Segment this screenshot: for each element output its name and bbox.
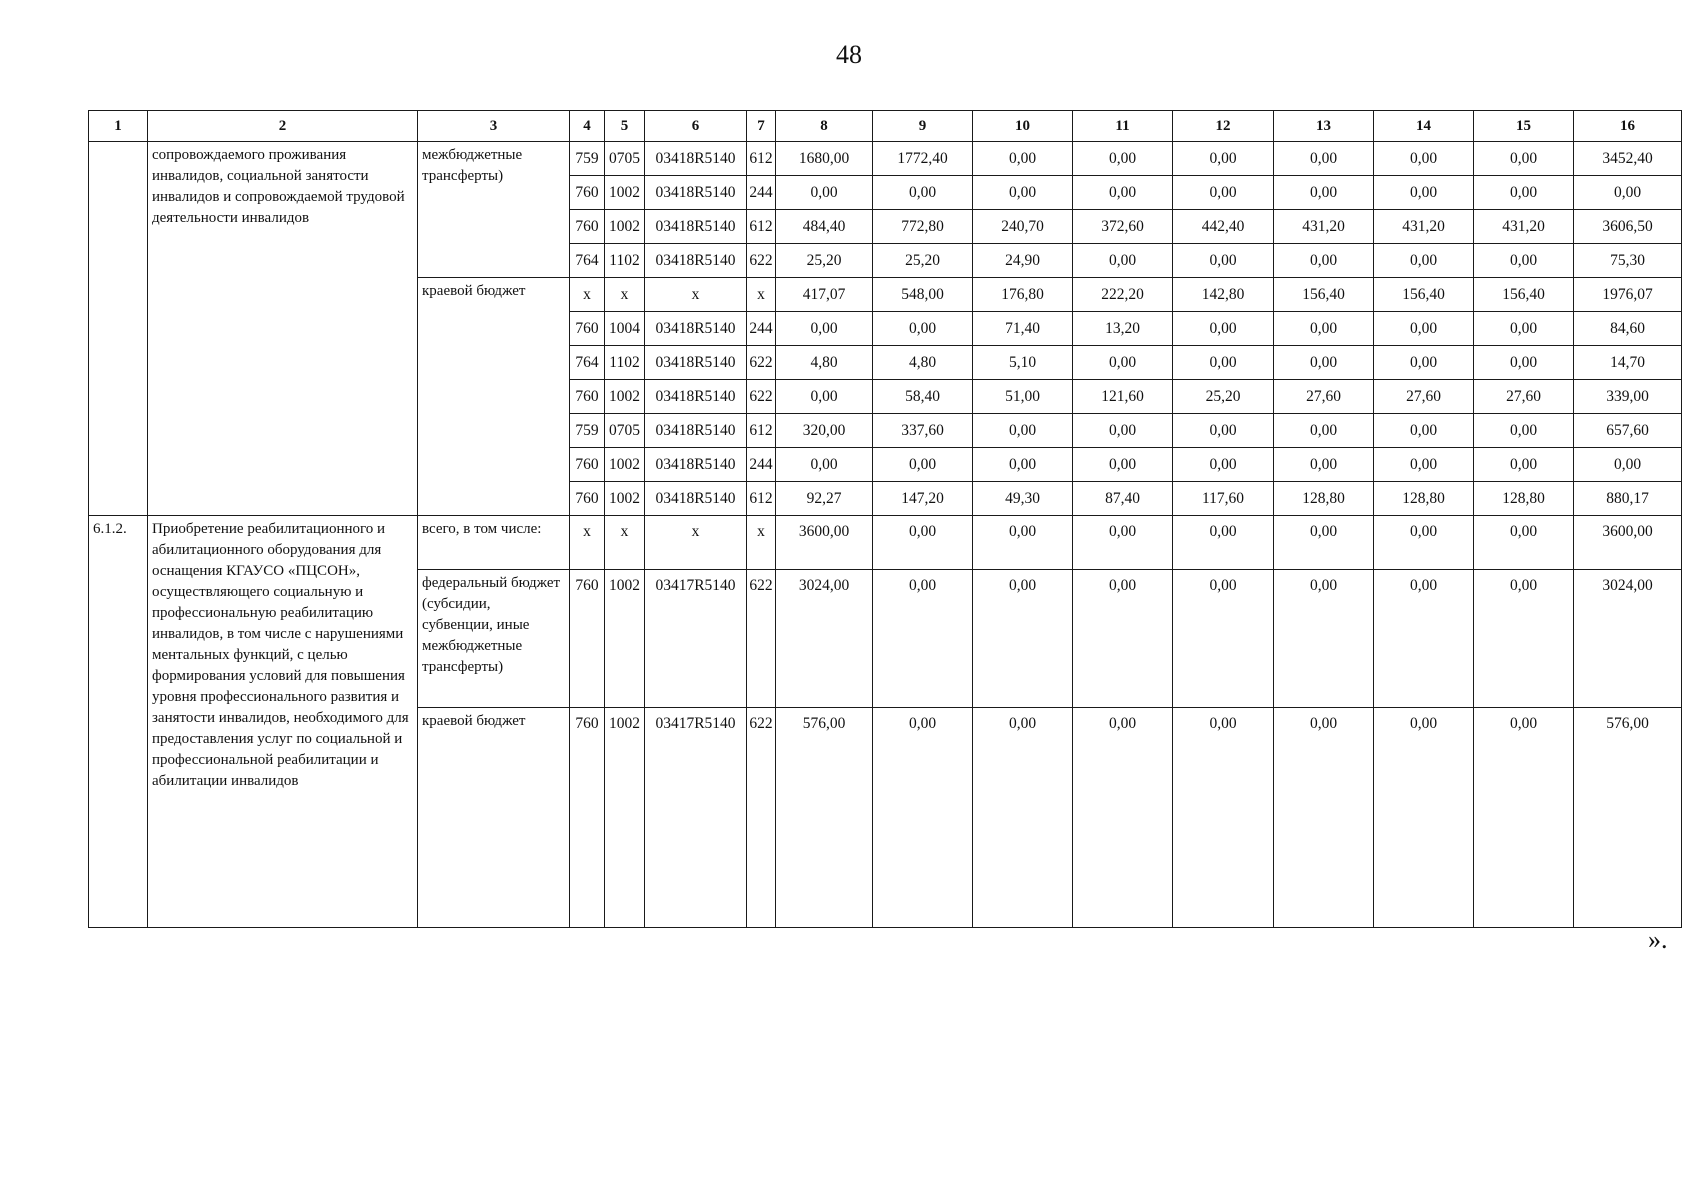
table-cell: 24,90 bbox=[973, 244, 1073, 278]
table-cell: 0,00 bbox=[1474, 312, 1574, 346]
table-row bbox=[89, 516, 1682, 570]
table-cell: 1002 bbox=[605, 448, 645, 482]
table-cell: 431,20 bbox=[1274, 210, 1374, 244]
table-cell: 0,00 bbox=[1073, 346, 1173, 380]
table-cell: 0,00 bbox=[1574, 448, 1682, 482]
table-cell: 0705 bbox=[605, 142, 645, 176]
table-cell: 0,00 bbox=[873, 176, 973, 210]
table-cell: 1102 bbox=[605, 244, 645, 278]
table-cell: 244 bbox=[747, 448, 776, 482]
table-cell: 03418R5140 bbox=[645, 312, 747, 346]
table-cell: 0,00 bbox=[1374, 312, 1474, 346]
table-cell: 0,00 bbox=[873, 312, 973, 346]
table-cell: 3600,00 bbox=[776, 516, 873, 570]
table-cell: 0,00 bbox=[1474, 570, 1574, 708]
table-cell: 760 bbox=[570, 312, 605, 346]
table-cell: 03418R5140 bbox=[645, 176, 747, 210]
table-cell: 222,20 bbox=[1073, 278, 1173, 312]
table-cell: 622 bbox=[747, 346, 776, 380]
table-cell: 0,00 bbox=[1374, 244, 1474, 278]
table-cell: 760 bbox=[570, 570, 605, 708]
table-cell: 0,00 bbox=[1173, 142, 1274, 176]
table-cell: 0,00 bbox=[1073, 570, 1173, 708]
table-cell: 0,00 bbox=[1173, 346, 1274, 380]
table-cell: 0,00 bbox=[1173, 516, 1274, 570]
table-cell: 320,00 bbox=[776, 414, 873, 448]
funding-source: всего, в том числе: bbox=[418, 516, 570, 570]
table-cell: 51,00 bbox=[973, 380, 1073, 414]
table-cell: 760 bbox=[570, 482, 605, 516]
table-cell: 121,60 bbox=[1073, 380, 1173, 414]
table-cell: 0,00 bbox=[1274, 570, 1374, 708]
table-cell: 0,00 bbox=[1173, 244, 1274, 278]
table-cell: 772,80 bbox=[873, 210, 973, 244]
table-cell: 03418R5140 bbox=[645, 414, 747, 448]
header-cell: 5 bbox=[605, 111, 645, 142]
table-cell: 3452,40 bbox=[1574, 142, 1682, 176]
item-number-cell bbox=[89, 142, 148, 516]
table-cell: x bbox=[605, 516, 645, 570]
table-cell: 0,00 bbox=[1574, 176, 1682, 210]
header-cell: 13 bbox=[1274, 111, 1374, 142]
table-cell: 0,00 bbox=[1374, 176, 1474, 210]
table-cell: 03418R5140 bbox=[645, 448, 747, 482]
table-cell: 372,60 bbox=[1073, 210, 1173, 244]
table-cell: 759 bbox=[570, 414, 605, 448]
header-cell: 4 bbox=[570, 111, 605, 142]
table-cell: 1004 bbox=[605, 312, 645, 346]
table-cell: x bbox=[605, 278, 645, 312]
item-description: сопровождаемого проживания инвалидов, социальной занятости инвалидов и сопровождаемой трудовой деятельности инвалидов bbox=[148, 142, 418, 516]
table-cell: 0,00 bbox=[1474, 516, 1574, 570]
header-cell: 8 bbox=[776, 111, 873, 142]
table-cell: 0,00 bbox=[873, 448, 973, 482]
table-cell: 0,00 bbox=[1374, 346, 1474, 380]
table-cell: 0,00 bbox=[1274, 142, 1374, 176]
table-cell: 03418R5140 bbox=[645, 142, 747, 176]
table-cell: 147,20 bbox=[873, 482, 973, 516]
table-cell: 1002 bbox=[605, 176, 645, 210]
funding-source: федеральный бюджет (субсидии, субвенции, иные межбюджетные трансферты) bbox=[418, 570, 570, 708]
table-cell: 1002 bbox=[605, 210, 645, 244]
table-cell: 92,27 bbox=[776, 482, 873, 516]
page-number: 48 bbox=[836, 40, 862, 69]
table-cell: 0,00 bbox=[1173, 414, 1274, 448]
header-cell: 14 bbox=[1374, 111, 1474, 142]
table-cell: 760 bbox=[570, 380, 605, 414]
table-cell: 337,60 bbox=[873, 414, 973, 448]
table-cell: 0,00 bbox=[1374, 570, 1474, 708]
table-cell: 0,00 bbox=[1474, 708, 1574, 928]
table-cell: 0,00 bbox=[776, 448, 873, 482]
table-cell: 0,00 bbox=[1073, 516, 1173, 570]
table-cell: 0,00 bbox=[1073, 448, 1173, 482]
table-cell: x bbox=[645, 516, 747, 570]
table-cell: 244 bbox=[747, 176, 776, 210]
table-cell: 0,00 bbox=[1173, 448, 1274, 482]
item-description: Приобретение реабилитационного и абилитационного оборудования для оснащения КГАУСО «ПЦСОН», осуществляющего социальную и профессиональную реабилитацию инвалидов, в том числе с нарушениями ментальных функций, с целью формирования условий для повышения уровня профессионального развития и занятости инвалидов, необходимого для предоставления услуг по социальной и профессиональной реабилитации и абилитации инвалидов bbox=[148, 516, 418, 928]
table-cell: 0,00 bbox=[973, 414, 1073, 448]
table-cell: 244 bbox=[747, 312, 776, 346]
table-cell: 1002 bbox=[605, 380, 645, 414]
table-cell: x bbox=[570, 278, 605, 312]
table-cell: 0705 bbox=[605, 414, 645, 448]
closing-quote-mark: ». bbox=[1648, 925, 1668, 954]
table-cell: 0,00 bbox=[973, 448, 1073, 482]
table-cell: 1002 bbox=[605, 708, 645, 928]
table-cell: 0,00 bbox=[973, 570, 1073, 708]
table-cell: 03418R5140 bbox=[645, 346, 747, 380]
table-cell: 5,10 bbox=[973, 346, 1073, 380]
table-cell: 548,00 bbox=[873, 278, 973, 312]
table-cell: 03418R5140 bbox=[645, 482, 747, 516]
table-cell: 0,00 bbox=[973, 176, 1073, 210]
table-cell: 760 bbox=[570, 210, 605, 244]
table-cell: 0,00 bbox=[776, 380, 873, 414]
funding-source: краевой бюджет bbox=[418, 708, 570, 928]
table-cell: 1680,00 bbox=[776, 142, 873, 176]
table-cell: 0,00 bbox=[1374, 708, 1474, 928]
table-cell: 4,80 bbox=[873, 346, 973, 380]
table-cell: 240,70 bbox=[973, 210, 1073, 244]
table-cell: 442,40 bbox=[1173, 210, 1274, 244]
table-cell: 0,00 bbox=[1274, 448, 1374, 482]
table-cell: x bbox=[645, 278, 747, 312]
table-cell: 764 bbox=[570, 346, 605, 380]
table-cell: x bbox=[747, 516, 776, 570]
table-cell: 0,00 bbox=[776, 176, 873, 210]
table-cell: 0,00 bbox=[1274, 414, 1374, 448]
table-cell: 1102 bbox=[605, 346, 645, 380]
table-cell: 0,00 bbox=[1474, 244, 1574, 278]
table-cell: 0,00 bbox=[1474, 346, 1574, 380]
header-cell: 10 bbox=[973, 111, 1073, 142]
table-cell: 760 bbox=[570, 448, 605, 482]
table-cell: 0,00 bbox=[1474, 448, 1574, 482]
table-cell: 880,17 bbox=[1574, 482, 1682, 516]
header-cell: 7 bbox=[747, 111, 776, 142]
table-cell: 622 bbox=[747, 380, 776, 414]
table-cell: 0,00 bbox=[1274, 708, 1374, 928]
table-cell: 622 bbox=[747, 708, 776, 928]
table-cell: 764 bbox=[570, 244, 605, 278]
table-cell: 0,00 bbox=[1474, 176, 1574, 210]
header-cell: 3 bbox=[418, 111, 570, 142]
table-cell: 612 bbox=[747, 142, 776, 176]
header-cell: 11 bbox=[1073, 111, 1173, 142]
table-cell: 0,00 bbox=[1274, 176, 1374, 210]
table-cell: 0,00 bbox=[1073, 708, 1173, 928]
table-cell: 128,80 bbox=[1474, 482, 1574, 516]
table-cell: 3606,50 bbox=[1574, 210, 1682, 244]
table-cell: 417,07 bbox=[776, 278, 873, 312]
table-cell: 128,80 bbox=[1274, 482, 1374, 516]
table-cell: 622 bbox=[747, 244, 776, 278]
header-cell: 9 bbox=[873, 111, 973, 142]
table-cell: 0,00 bbox=[1374, 516, 1474, 570]
header-cell: 12 bbox=[1173, 111, 1274, 142]
table-cell: 71,40 bbox=[973, 312, 1073, 346]
table-cell: 0,00 bbox=[1173, 312, 1274, 346]
table-cell: 3024,00 bbox=[776, 570, 873, 708]
table-cell: 142,80 bbox=[1173, 278, 1274, 312]
table-cell: 03418R5140 bbox=[645, 380, 747, 414]
table-cell: 0,00 bbox=[1173, 708, 1274, 928]
table-cell: 1002 bbox=[605, 482, 645, 516]
table-cell: 75,30 bbox=[1574, 244, 1682, 278]
table-cell: 576,00 bbox=[1574, 708, 1682, 928]
table-cell: 156,40 bbox=[1274, 278, 1374, 312]
table-cell: 03418R5140 bbox=[645, 210, 747, 244]
table-cell: 156,40 bbox=[1374, 278, 1474, 312]
table-cell: 0,00 bbox=[973, 516, 1073, 570]
table-cell: 431,20 bbox=[1474, 210, 1574, 244]
table-cell: 0,00 bbox=[1274, 244, 1374, 278]
table-cell: 58,40 bbox=[873, 380, 973, 414]
header-cell: 16 bbox=[1574, 111, 1682, 142]
table-cell: 3024,00 bbox=[1574, 570, 1682, 708]
table-cell: 0,00 bbox=[1073, 176, 1173, 210]
table-cell: 339,00 bbox=[1574, 380, 1682, 414]
table-cell: 0,00 bbox=[1274, 346, 1374, 380]
table-cell: 27,60 bbox=[1374, 380, 1474, 414]
table-cell: 27,60 bbox=[1274, 380, 1374, 414]
table-cell: 4,80 bbox=[776, 346, 873, 380]
table-cell: 03418R5140 bbox=[645, 244, 747, 278]
table-cell: 128,80 bbox=[1374, 482, 1474, 516]
table-cell: 27,60 bbox=[1474, 380, 1574, 414]
table-cell: 0,00 bbox=[1374, 142, 1474, 176]
table-cell: 0,00 bbox=[1374, 448, 1474, 482]
table-cell: 13,20 bbox=[1073, 312, 1173, 346]
header-cell: 2 bbox=[148, 111, 418, 142]
table-cell: 0,00 bbox=[873, 570, 973, 708]
table-cell: 760 bbox=[570, 708, 605, 928]
item-number: 6.1.2. bbox=[89, 516, 148, 928]
header-cell: 15 bbox=[1474, 111, 1574, 142]
header-row bbox=[89, 111, 1682, 142]
table-cell: 0,00 bbox=[973, 708, 1073, 928]
table-cell: 1976,07 bbox=[1574, 278, 1682, 312]
table-cell: 0,00 bbox=[873, 516, 973, 570]
table-cell: 0,00 bbox=[1474, 414, 1574, 448]
table-cell: 14,70 bbox=[1574, 346, 1682, 380]
table-cell: 1002 bbox=[605, 570, 645, 708]
table-cell: 0,00 bbox=[1374, 414, 1474, 448]
budget-table bbox=[88, 110, 1682, 928]
table-cell: 03417R5140 bbox=[645, 708, 747, 928]
table-cell: 431,20 bbox=[1374, 210, 1474, 244]
table-cell: 622 bbox=[747, 570, 776, 708]
table-cell: 0,00 bbox=[1073, 142, 1173, 176]
table-cell: 759 bbox=[570, 142, 605, 176]
table-cell: 484,40 bbox=[776, 210, 873, 244]
table-cell: 0,00 bbox=[1173, 570, 1274, 708]
funding-source: межбюджетные трансферты) bbox=[418, 142, 570, 278]
table-cell: 0,00 bbox=[1173, 176, 1274, 210]
table-cell: 0,00 bbox=[1474, 142, 1574, 176]
table-cell: 25,20 bbox=[776, 244, 873, 278]
table-cell: x bbox=[570, 516, 605, 570]
table-cell: 0,00 bbox=[1274, 516, 1374, 570]
table-cell: 25,20 bbox=[1173, 380, 1274, 414]
table-cell: 0,00 bbox=[1274, 312, 1374, 346]
table-cell: 117,60 bbox=[1173, 482, 1274, 516]
table-cell: 84,60 bbox=[1574, 312, 1682, 346]
header-cell: 1 bbox=[89, 111, 148, 142]
table-cell: 0,00 bbox=[1073, 414, 1173, 448]
table-cell: 576,00 bbox=[776, 708, 873, 928]
table-cell: 1772,40 bbox=[873, 142, 973, 176]
table-cell: 0,00 bbox=[973, 142, 1073, 176]
funding-source: краевой бюджет bbox=[418, 278, 570, 516]
table-cell: 612 bbox=[747, 210, 776, 244]
table-cell: 3600,00 bbox=[1574, 516, 1682, 570]
table-cell: 49,30 bbox=[973, 482, 1073, 516]
table-cell: 25,20 bbox=[873, 244, 973, 278]
table-cell: 03417R5140 bbox=[645, 570, 747, 708]
table-cell: 0,00 bbox=[1073, 244, 1173, 278]
table-row bbox=[89, 142, 1682, 176]
table-cell: 87,40 bbox=[1073, 482, 1173, 516]
table-cell: 760 bbox=[570, 176, 605, 210]
table-cell: 657,60 bbox=[1574, 414, 1682, 448]
table-cell: 0,00 bbox=[776, 312, 873, 346]
table-cell: 156,40 bbox=[1474, 278, 1574, 312]
table-cell: 612 bbox=[747, 482, 776, 516]
table-cell: x bbox=[747, 278, 776, 312]
table-cell: 176,80 bbox=[973, 278, 1073, 312]
header-cell: 6 bbox=[645, 111, 747, 142]
table-cell: 612 bbox=[747, 414, 776, 448]
table-cell: 0,00 bbox=[873, 708, 973, 928]
